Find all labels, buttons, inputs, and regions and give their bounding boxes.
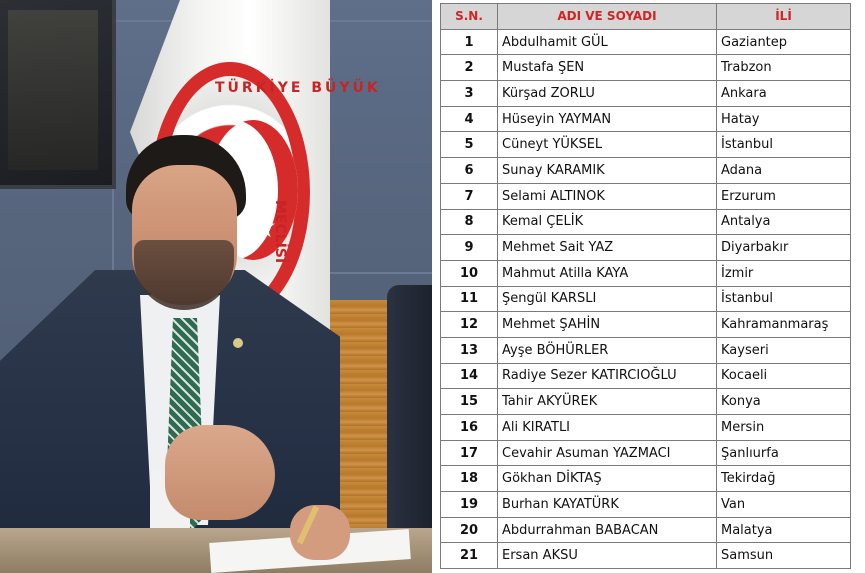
- table-row: [441, 132, 851, 158]
- row-city: Ankara: [717, 81, 851, 107]
- row-sn: 20: [441, 517, 498, 543]
- row-sn: 18: [441, 466, 498, 492]
- row-city: Tekirdağ: [717, 466, 851, 492]
- row-name: Mustafa ŞEN: [498, 55, 717, 81]
- row-sn: 12: [441, 312, 498, 338]
- row-name: Ali KIRATLI: [498, 415, 717, 441]
- row-city: Adana: [717, 158, 851, 184]
- row-city: Malatya: [717, 517, 851, 543]
- table-row: [441, 286, 851, 312]
- row-city: Antalya: [717, 209, 851, 235]
- wall-frame: [0, 0, 116, 189]
- gesturing-hand: [165, 425, 275, 520]
- row-city: Kocaeli: [717, 363, 851, 389]
- row-city: İstanbul: [717, 132, 851, 158]
- row-name: Ersan AKSU: [498, 543, 717, 569]
- row-sn: 1: [441, 29, 498, 55]
- row-sn: 5: [441, 132, 498, 158]
- header-name: ADI VE SOYADI: [498, 4, 717, 30]
- row-sn: 17: [441, 440, 498, 466]
- table-row: [441, 106, 851, 132]
- row-name: Kemal ÇELİK: [498, 209, 717, 235]
- row-sn: 13: [441, 337, 498, 363]
- row-city: Mersin: [717, 415, 851, 441]
- table-row: [441, 517, 851, 543]
- row-name: Abdulhamit GÜL: [498, 29, 717, 55]
- emblem-text-top: TÜRKİYE BÜYÜK: [215, 80, 381, 96]
- row-city: Hatay: [717, 106, 851, 132]
- row-sn: 9: [441, 235, 498, 261]
- header-city: İLİ: [717, 4, 851, 30]
- row-name: Cüneyt YÜKSEL: [498, 132, 717, 158]
- row-city: Trabzon: [717, 55, 851, 81]
- row-sn: 10: [441, 260, 498, 286]
- row-city: Gaziantep: [717, 29, 851, 55]
- table-row: [441, 183, 851, 209]
- star-icon: ★: [250, 210, 277, 245]
- row-sn: 15: [441, 389, 498, 415]
- deputies-table-container: [440, 3, 851, 569]
- table-row: [441, 337, 851, 363]
- row-city: İzmir: [717, 260, 851, 286]
- row-sn: 2: [441, 55, 498, 81]
- row-name: Mahmut Atilla KAYA: [498, 260, 717, 286]
- row-sn: 14: [441, 363, 498, 389]
- chair: [387, 285, 432, 545]
- row-city: İstanbul: [717, 286, 851, 312]
- table-row: [441, 81, 851, 107]
- table-row: [441, 312, 851, 338]
- row-sn: 21: [441, 543, 498, 569]
- table-row: [441, 260, 851, 286]
- row-name: Hüseyin YAYMAN: [498, 106, 717, 132]
- table-row: [441, 29, 851, 55]
- row-name: Sunay KARAMIK: [498, 158, 717, 184]
- lapel-pin: [233, 338, 243, 348]
- table-row: [441, 363, 851, 389]
- row-city: Konya: [717, 389, 851, 415]
- table-header-row: [441, 4, 851, 30]
- row-city: Samsun: [717, 543, 851, 569]
- row-sn: 8: [441, 209, 498, 235]
- row-name: Ayşe BÖHÜRLER: [498, 337, 717, 363]
- row-name: Tahir AKYÜREK: [498, 389, 717, 415]
- row-sn: 16: [441, 415, 498, 441]
- row-sn: 11: [441, 286, 498, 312]
- table-row: [441, 209, 851, 235]
- table-row: [441, 440, 851, 466]
- row-name: Abdurrahman BABACAN: [498, 517, 717, 543]
- row-name: Selami ALTINOK: [498, 183, 717, 209]
- row-name: Mehmet Sait YAZ: [498, 235, 717, 261]
- row-city: Diyarbakır: [717, 235, 851, 261]
- table-row: [441, 492, 851, 518]
- emblem-text-side: MECLİSİ: [272, 200, 288, 264]
- row-city: Van: [717, 492, 851, 518]
- row-sn: 7: [441, 183, 498, 209]
- deputies-table: [440, 3, 851, 569]
- row-sn: 6: [441, 158, 498, 184]
- row-city: Kahramanmaraş: [717, 312, 851, 338]
- row-name: Şengül KARSLI: [498, 286, 717, 312]
- row-name: Mehmet ŞAHİN: [498, 312, 717, 338]
- table-row: [441, 158, 851, 184]
- row-name: Radiye Sezer KATIRCIOĞLU: [498, 363, 717, 389]
- row-sn: 19: [441, 492, 498, 518]
- row-city: Kayseri: [717, 337, 851, 363]
- table-row: [441, 543, 851, 569]
- row-name: Gökhan DİKTAŞ: [498, 466, 717, 492]
- table-row: [441, 389, 851, 415]
- header-sn: S.N.: [441, 4, 498, 30]
- writing-hand: [290, 505, 350, 560]
- row-sn: 4: [441, 106, 498, 132]
- row-city: Şanlıurfa: [717, 440, 851, 466]
- row-name: Burhan KAYATÜRK: [498, 492, 717, 518]
- row-name: Kürşad ZORLU: [498, 81, 717, 107]
- table-row: [441, 415, 851, 441]
- table-row: [441, 466, 851, 492]
- row-sn: 3: [441, 81, 498, 107]
- speaker-photo: [0, 0, 432, 573]
- row-city: Erzurum: [717, 183, 851, 209]
- row-name: Cevahir Asuman YAZMACI: [498, 440, 717, 466]
- table-row: [441, 55, 851, 81]
- table-row: [441, 235, 851, 261]
- table-body: [441, 29, 851, 568]
